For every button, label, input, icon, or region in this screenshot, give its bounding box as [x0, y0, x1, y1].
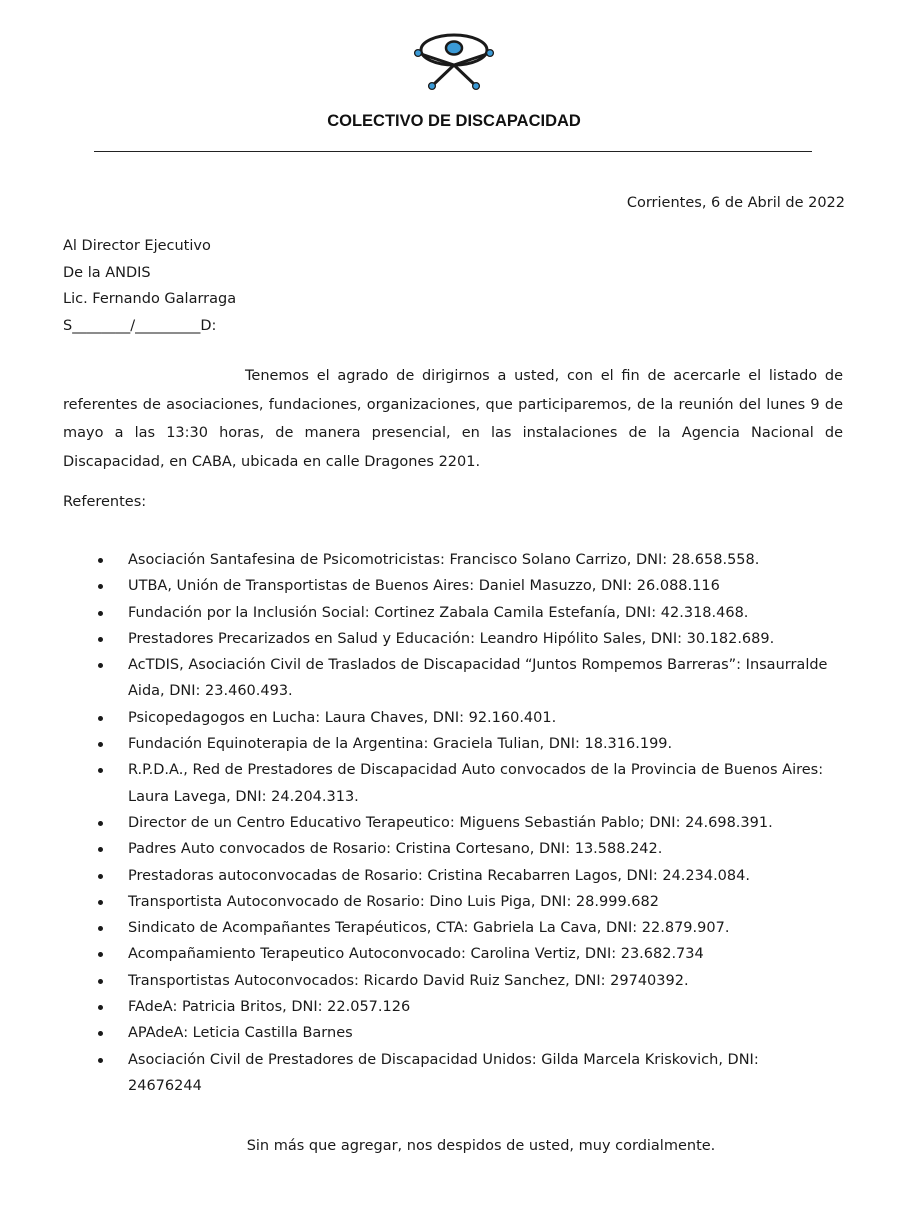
bullet-icon [98, 821, 103, 826]
list-item-text: Asociación Civil de Prestadores de Discapacidad Unidos: Gilda Marcela Kriskovich, DNI: 24676244 [128, 1051, 759, 1094]
list-item [93, 652, 833, 705]
list-item-text: Fundación por la Inclusión Social: Cortinez Zabala Camila Estefanía, DNI: 42.318.468. [128, 604, 749, 621]
bullet-icon [98, 1058, 103, 1063]
body-paragraph: Tenemos el agrado de dirigirnos a usted, con el fin de acercarle el listado de referentes de asociaciones, fundaciones, organizaciones, que participaremos, de la reunión del lunes 9 de mayo a las 13:30 horas, de manera presencial, en las instalaciones de la Agencia Nacional de Discapacidad, en CABA, ubicada en calle Dragones 2201. [63, 368, 843, 470]
recipient-line: De la ANDIS [63, 264, 151, 281]
list-item [93, 915, 833, 941]
list-item-text: AcTDIS, Asociación Civil de Traslados de Discapacidad “Juntos Rompemos Barreras”: Insaurralde Aida, DNI: 23.460.493. [128, 657, 828, 700]
list-item-text: FAdeA: Patricia Britos, DNI: 22.057.126 [128, 999, 411, 1016]
bullet-icon [98, 611, 103, 616]
accessibility-person-icon [413, 29, 495, 93]
bullet-icon [98, 847, 103, 852]
list-item [93, 836, 833, 862]
list-item-text: R.P.D.A., Red de Prestadores de Discapacidad Auto convocados de la Provincia de Buenos Aires: Laura Lavega, DNI: 24.204.313. [128, 762, 824, 805]
list-item-text: Prestadores Precarizados en Salud y Educación: Leandro Hipólito Sales, DNI: 30.182.689. [128, 630, 775, 647]
list-item-text: Transportista Autoconvocado de Rosario: Dino Luis Piga, DNI: 28.999.682 [128, 893, 659, 910]
list-item-text: Director de un Centro Educativo Terapeutico: Miguens Sebastián Pablo; DNI: 24.698.391. [128, 814, 773, 831]
list-item [93, 1020, 833, 1046]
list-item-text: APAdeA: Leticia Castilla Barnes [128, 1025, 353, 1042]
list-item-text: Padres Auto convocados de Rosario: Cristina Cortesano, DNI: 13.588.242. [128, 841, 663, 858]
list-item [93, 863, 833, 889]
bullet-icon [98, 900, 103, 905]
referentes-heading: Referentes: [63, 494, 147, 510]
list-item-text: Asociación Santafesina de Psicomotricistas: Francisco Solano Carrizo, DNI: 28.658.558. [128, 552, 760, 568]
date-line: Corrientes, 6 de Abril de 2022 [626, 195, 845, 211]
bullet-icon [98, 874, 103, 879]
recipient-line: Al Director Ejecutivo [63, 238, 211, 254]
list-item [93, 757, 833, 810]
list-item-text: UTBA, Unión de Transportistas de Buenos Aires: Daniel Masuzzo, DNI: 26.088.116 [128, 578, 720, 595]
bullet-icon [98, 558, 103, 563]
list-item-text: Fundación Equinoterapia de la Argentina: Graciela Tulian, DNI: 18.316.199. [128, 736, 673, 753]
list-item-text: Acompañamiento Terapeutico Autoconvocado: Carolina Vertiz, DNI: 23.682.734 [128, 946, 704, 963]
bullet-icon [98, 637, 103, 642]
list-item-text: Transportistas Autoconvocados: Ricardo David Ruiz Sanchez, DNI: 29740392. [128, 972, 689, 989]
list-item [93, 573, 833, 599]
list-item [93, 889, 833, 915]
bullet-icon [98, 584, 103, 589]
bullet-icon [98, 1005, 103, 1010]
list-item [93, 731, 833, 757]
recipient-line: Lic. Fernando Galarraga [63, 291, 237, 307]
recipient-block [63, 233, 236, 339]
bullet-icon [98, 926, 103, 931]
list-item-text: Prestadoras autoconvocadas de Rosario: Cristina Recabarren Lagos, DNI: 24.234.084. [128, 867, 750, 884]
list-item-text: Psicopedagogos en Lucha: Laura Chaves, DNI: 92.160.401. [128, 709, 557, 726]
list-item [93, 547, 833, 573]
bullet-icon [98, 716, 103, 721]
recipient-line: S________/_________D: [63, 317, 217, 334]
bullet-icon [98, 979, 103, 984]
header-divider [94, 151, 812, 152]
list-item [93, 968, 833, 994]
list-item [93, 994, 833, 1020]
list-item [93, 705, 833, 731]
closing-line: Sin más que agregar, nos despidos de usted, muy cordialmente. [246, 1138, 716, 1154]
bullet-icon [98, 1031, 103, 1036]
bullet-icon [98, 742, 103, 747]
organization-title: COLECTIVO DE DISCAPACIDAD [327, 112, 581, 130]
list-item-text: Sindicato de Acompañantes Terapéuticos, CTA: Gabriela La Cava, DNI: 22.879.907. [128, 920, 730, 937]
list-item [93, 600, 833, 626]
list-item [93, 810, 833, 836]
bullet-icon [98, 768, 103, 773]
list-item [93, 626, 833, 652]
referentes-list [93, 547, 833, 1099]
list-item [93, 1047, 833, 1100]
list-item [93, 941, 833, 967]
bullet-icon [98, 952, 103, 957]
bullet-icon [98, 663, 103, 668]
